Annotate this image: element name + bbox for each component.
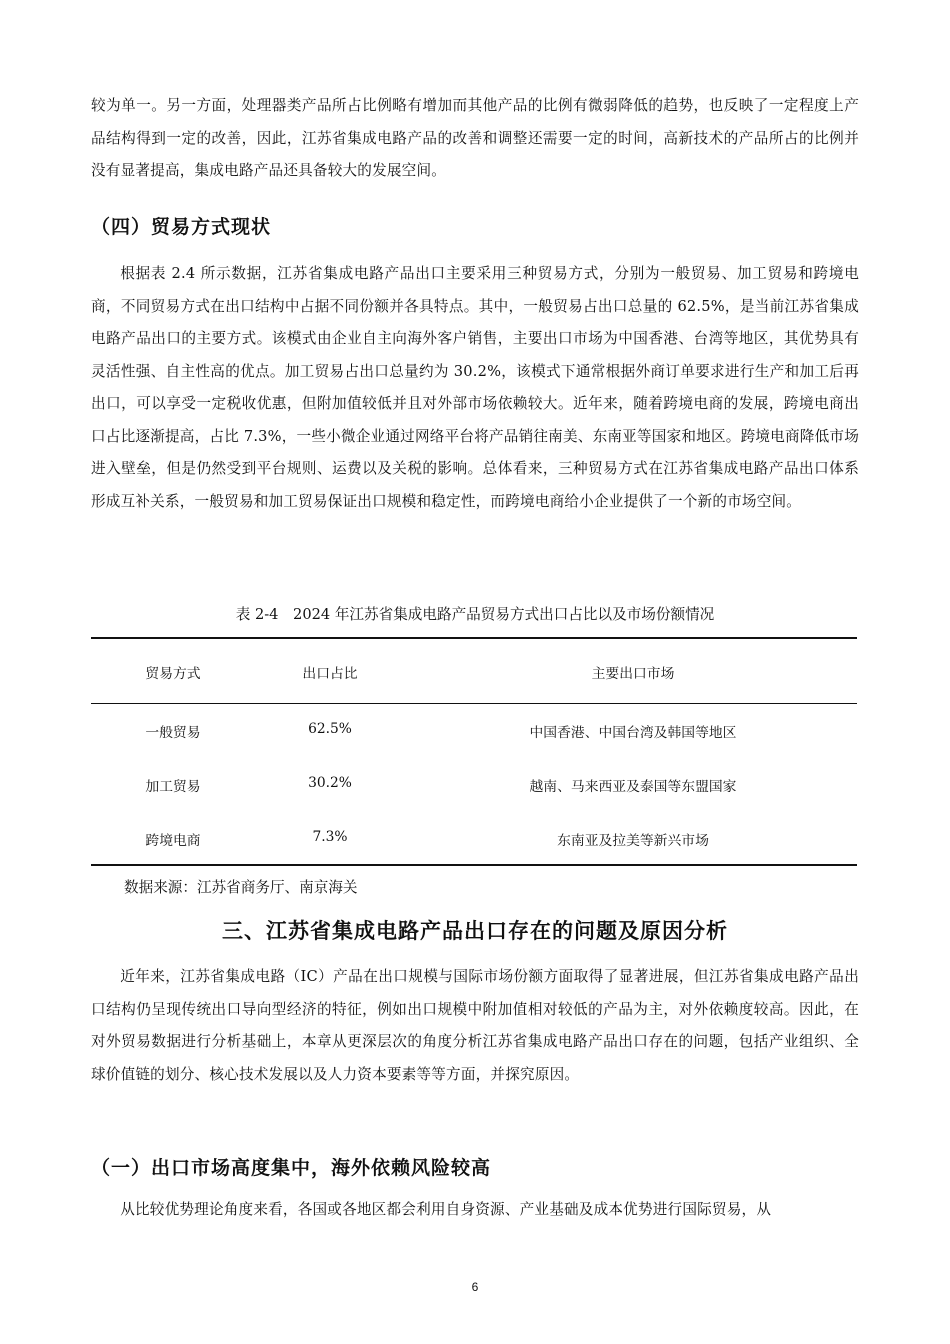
chapter-heading: 三、江苏省集成电路产品出口存在的问题及原因分析: [222, 919, 728, 943]
table-cell: 跨境电商: [145, 833, 201, 849]
section-heading-market-concentration: （一）出口市场高度集中，海外依赖风险较高: [91, 1157, 492, 1179]
section-heading-trade-mode: （四）贸易方式现状: [91, 216, 272, 238]
table-cell: 越南、马来西亚及泰国等东盟国家: [529, 779, 737, 795]
page-number: 6: [471, 1280, 479, 1294]
table-header-rule: [91, 703, 857, 704]
table-cell: 加工贸易: [145, 779, 201, 795]
paragraph-comparative-advantage: 从比较优势理论角度来看，各国或各地区都会利用自身资源、产业基础及成本优势进行国际贸易，从: [120, 1201, 772, 1218]
table-cell: 62.5%: [308, 721, 352, 737]
table-header-cell: 出口占比: [302, 666, 358, 682]
table-cell: 东南亚及拉美等新兴市场: [557, 833, 709, 849]
table-header-cell: 主要出口市场: [591, 666, 675, 682]
table-caption: 表 2-4 2024 年江苏省集成电路产品贸易方式出口占比以及市场份额情况: [235, 606, 715, 623]
table-bottom-rule: [91, 864, 857, 866]
table-top-rule: [91, 637, 857, 639]
table-cell: 中国香港、中国台湾及韩国等地区: [529, 725, 737, 741]
paragraph-trade-mode: 根据表 2.4 所示数据，江苏省集成电路产品出口主要采用三种贸易方式，分别为一般贸易、加工贸易和跨境电商，不同贸易方式在出口结构中占据不同份额并各具特点。其中，一般贸易占出口总量的 62.5%，是当前江苏省集成电路产品出口的主要方式。该模式由企业自主向海外客户销售，主要出口市场为中国香港、台湾等地区，其优势具有灵活性强、自主性高的优点。加工贸易占出口总量约为 30.2%，该模式下通常根据外商订单要求进行生产和加工后再出口，可以享受一定税收优惠，但附加值较低并且对外部市场依赖较大。近年来，随着跨境电商的发展，跨境电商出口占比逐渐提高，占比 7.3%，一些小微企业通过网络平台将产品销往南美、东南亚等国家和地区。跨境电商降低市场进入壁垒，但是仍然受到平台规则、运费以及关税的影响。总体看来，三种贸易方式在江苏省集成电路产品出口体系形成互补关系，一般贸易和加工贸易保证出口规模和稳定性，而跨境电商给小企业提供了一个新的市场空间。: [91, 265, 859, 510]
table-cell: 7.3%: [312, 829, 348, 845]
paragraph-product-structure: 较为单一。另一方面，处理器类产品所占比例略有增加而其他产品的比例有微弱降低的趋势，也反映了一定程度上产品结构得到一定的改善，因此，江苏省集成电路产品的改善和调整还需要一定的时间，高新技术的产品所占的比例并没有显著提高，集成电路产品还具备较大的发展空间。: [91, 97, 859, 179]
table-source-note: 数据来源：江苏省商务厅、南京海关: [124, 879, 358, 896]
table-cell: 30.2%: [308, 775, 352, 791]
paragraph-chapter-intro: 近年来，江苏省集成电路（IC）产品在出口规模与国际市场份额方面取得了显著进展，但江苏省集成电路产品出口结构仍呈现传统出口导向型经济的特征，例如出口规模中附加值相对较低的产品为主，对外依赖度较高。因此，在对外贸易数据进行分析基础上，本章从更深层次的角度分析江苏省集成电路产品出口存在的问题，包括产业组织、全球价值链的划分、核心技术发展以及人力资本要素等等方面，并探究原因。: [91, 968, 859, 1083]
table-header-cell: 贸易方式: [145, 666, 201, 682]
table-cell: 一般贸易: [145, 725, 201, 741]
